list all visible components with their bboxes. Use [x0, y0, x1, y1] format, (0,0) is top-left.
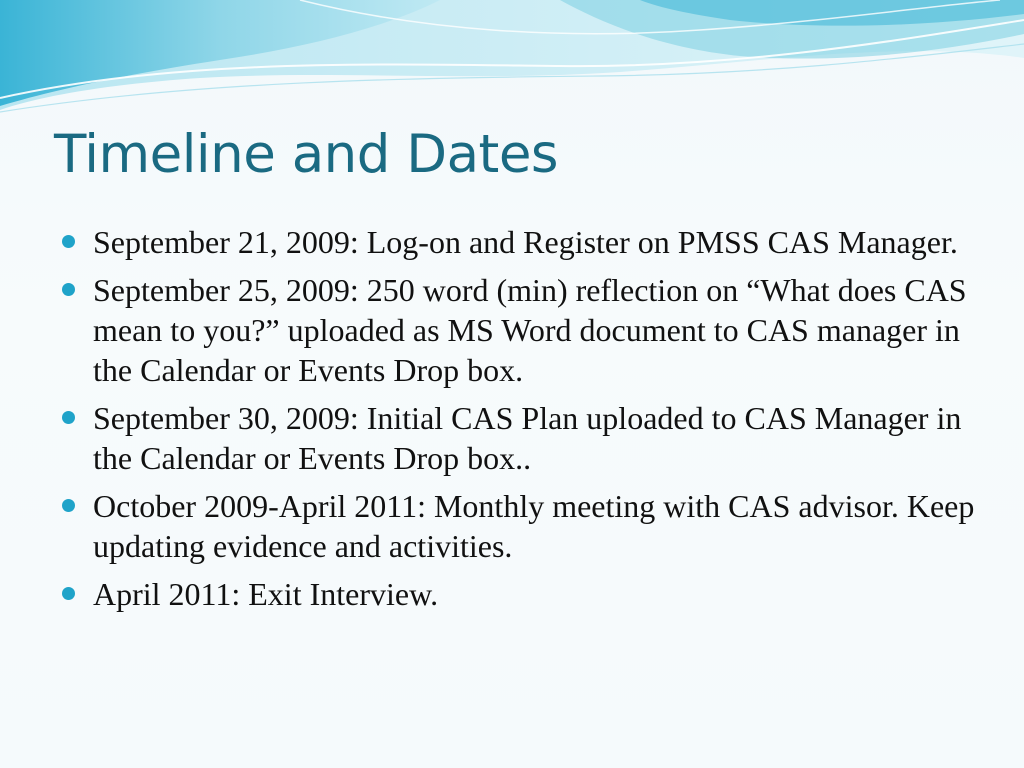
bullet-text: April 2011: Exit Interview. [93, 576, 439, 612]
bullet-item [62, 222, 982, 262]
bullet-dot-icon [62, 587, 75, 600]
bullet-item [62, 398, 982, 478]
bullet-text: September 30, 2009: Initial CAS Plan uploaded to CAS Manager in the Calendar or Events Drop box.. [93, 400, 962, 476]
bullet-text: September 25, 2009: 250 word (min) reflection on “What does CAS mean to you?” uploaded as MS Word document to CAS manager in the Calendar or Events Drop box. [93, 272, 967, 388]
bullet-dot-icon [62, 235, 75, 248]
header-wave-decoration [0, 0, 1024, 130]
bullet-item [62, 270, 982, 390]
bullet-dot-icon [62, 499, 75, 512]
bullet-text: October 2009-April 2011: Monthly meeting with CAS advisor. Keep updating evidence and activities. [93, 488, 975, 564]
bullet-item [62, 574, 982, 614]
bullet-dot-icon [62, 411, 75, 424]
bullet-list [62, 222, 982, 622]
bullet-text: September 21, 2009: Log-on and Register on PMSS CAS Manager. [93, 224, 958, 260]
bullet-item [62, 486, 982, 566]
bullet-dot-icon [62, 283, 75, 296]
slide-title: Timeline and Dates [54, 124, 559, 185]
